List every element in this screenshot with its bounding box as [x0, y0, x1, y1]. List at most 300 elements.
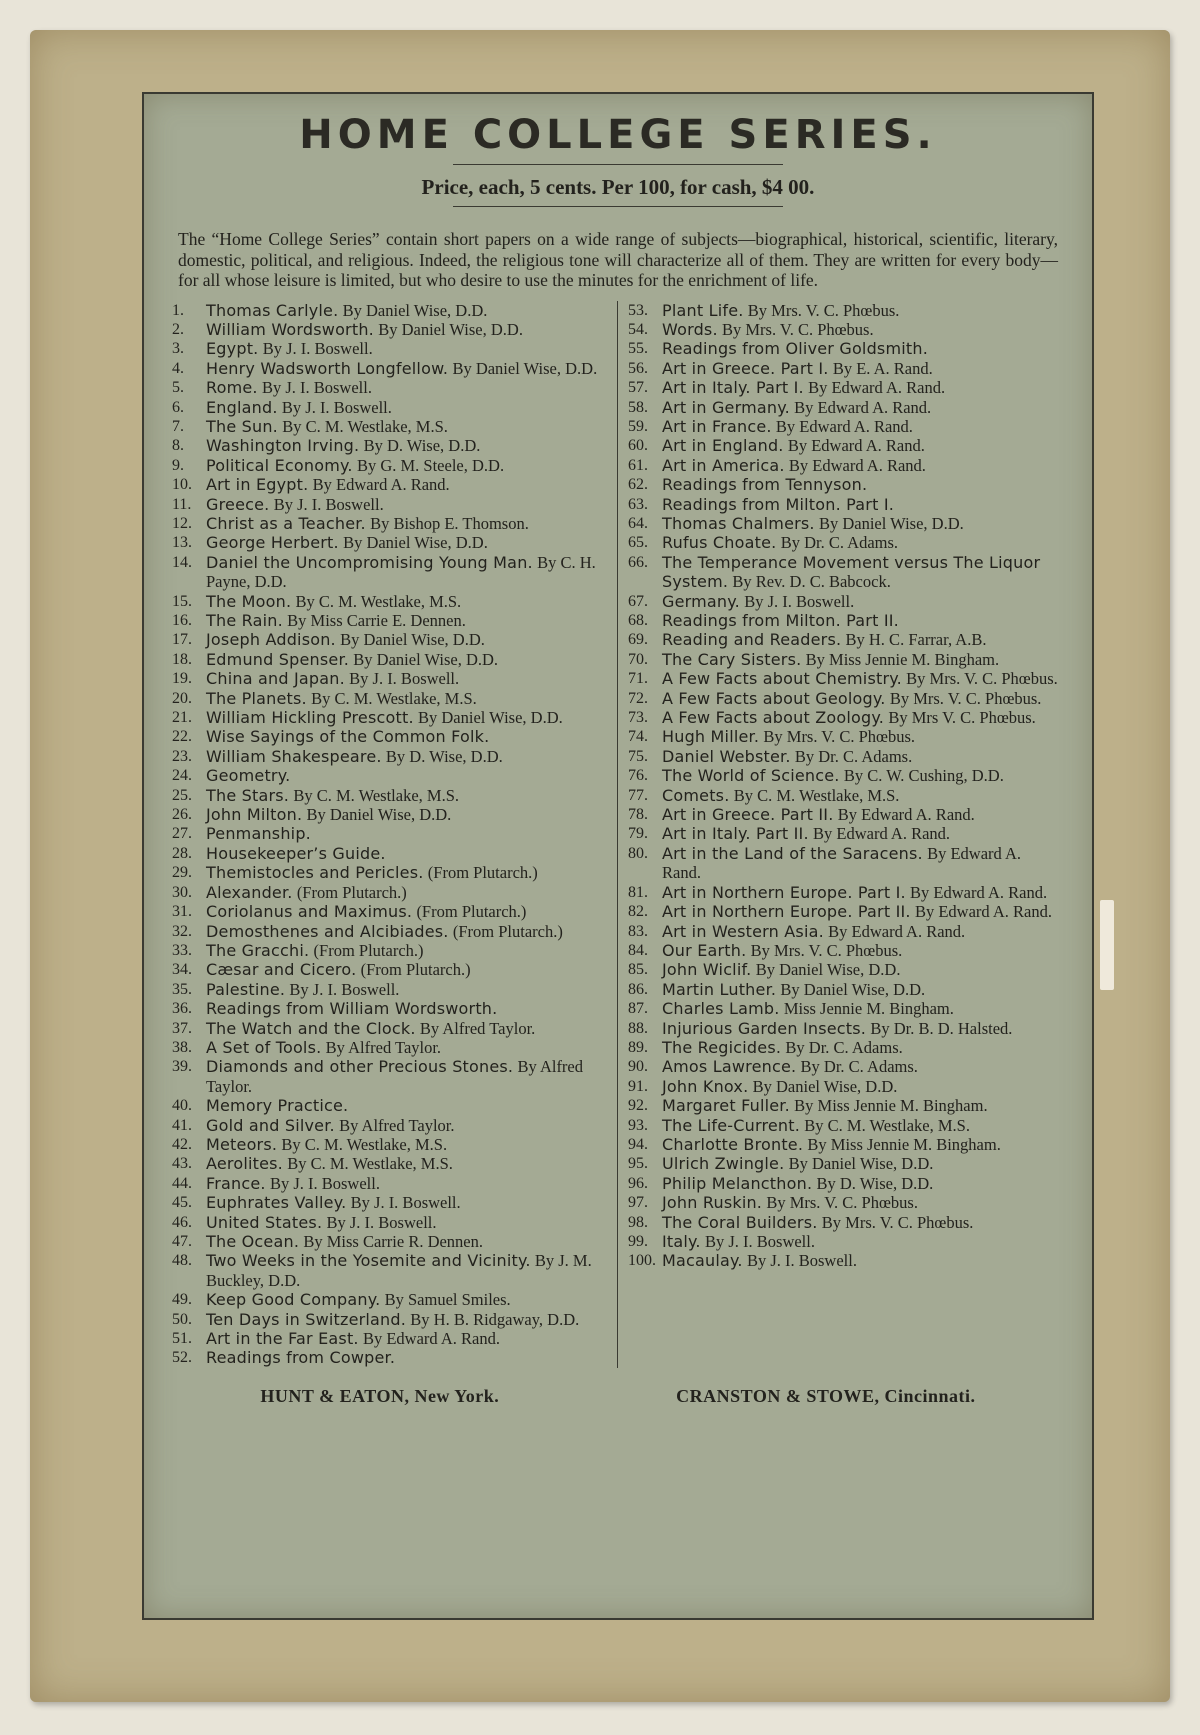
item-number: 42. [172, 1135, 192, 1153]
item-number: 84. [628, 941, 648, 959]
item-author: By Daniel Wise, D.D. [340, 630, 485, 650]
item-author: By Alfred Taylor. [339, 1115, 455, 1135]
item-title: William Shakespeare. [206, 746, 382, 766]
item-text [206, 611, 607, 630]
list-item [628, 1174, 1064, 1193]
intro-paragraph: The “Home College Series” contain short papers on a wide range of subjects—biographical, historical, scientific, literary, domestic, political, and religious. Indeed, the religious tone will characterize all of them. They are written for every body—for all whose leisure is limited, but who desire to use the minutes for the enrichment of life. [178, 229, 1058, 290]
item-author: By Daniel Wise, D.D. [755, 960, 901, 980]
item-text [206, 1019, 607, 1038]
item-author: By Daniel Wise, D.D. [378, 319, 523, 339]
item-number: 93. [628, 1116, 648, 1134]
item-title: Memory Practice. [206, 1096, 349, 1116]
item-author: By Daniel Wise, D.D. [417, 708, 563, 728]
list-item [628, 514, 1064, 533]
item-number: 62. [628, 476, 648, 494]
list-item [172, 1251, 607, 1290]
item-number: 3. [172, 340, 184, 358]
list-item [172, 630, 607, 649]
list-item [172, 475, 607, 494]
item-author: By Samuel Smiles. [384, 1290, 511, 1310]
item-number: 30. [172, 883, 192, 901]
item-number: 16. [172, 612, 192, 629]
item-text [662, 533, 1064, 552]
item-number: 82. [628, 903, 648, 921]
list-item [628, 941, 1064, 960]
item-number: 46. [172, 1213, 192, 1231]
item-text [206, 650, 607, 669]
item-title: Readings from Cowper. [206, 1348, 396, 1368]
list-item [172, 650, 607, 669]
item-text [206, 339, 607, 358]
item-text [662, 475, 1064, 494]
list-item [628, 1057, 1064, 1076]
item-number: 51. [172, 1330, 192, 1348]
item-title: John Wiclif. [662, 960, 752, 980]
item-author: By Edward A. Rand. [794, 397, 932, 417]
item-number: 75. [628, 747, 648, 765]
item-title: The Gracchi. [206, 940, 310, 960]
item-text [206, 824, 607, 843]
item-title: Charlotte Bronte. [662, 1134, 804, 1154]
item-text [206, 456, 607, 475]
item-title: Washington Irving. [206, 436, 360, 456]
list-item [628, 417, 1064, 436]
item-author: By C. M. Westlake, M.S. [282, 416, 448, 436]
item-number: 59. [628, 417, 648, 435]
item-title: Rufus Choate. [662, 533, 777, 553]
item-author: By Edward A. Rand. [662, 843, 1022, 883]
item-text [206, 1232, 607, 1251]
item-title: Readings from William Wordsworth. [206, 999, 498, 1019]
item-number: 100. [628, 1252, 656, 1270]
item-number: 78. [628, 806, 648, 824]
item-author: By C. W. Cushing, D.D. [843, 766, 1004, 786]
list-item [172, 980, 607, 999]
price-line: Price, each, 5 cents. Per 100, for cash, $4 00. [421, 175, 815, 199]
item-title: Art in Italy. Part II. [662, 824, 809, 844]
list-item [172, 1116, 607, 1135]
item-number: 87. [628, 1000, 648, 1018]
item-text [662, 1038, 1064, 1057]
item-text [206, 1096, 607, 1115]
item-text [206, 727, 607, 746]
item-author: By Miss Carrie E. Dennen. [287, 611, 466, 630]
list-item [172, 553, 607, 592]
list-item [172, 1329, 607, 1348]
item-number: 26. [172, 806, 192, 824]
item-text [206, 980, 607, 999]
item-text [662, 553, 1064, 592]
item-author: By Daniel Wise, D.D. [788, 1154, 934, 1174]
list-item [172, 805, 607, 824]
item-title: Comets. [662, 785, 730, 805]
item-number: 91. [628, 1077, 648, 1095]
list-item [628, 1038, 1064, 1057]
item-text [662, 378, 1064, 397]
item-title: A Few Facts about Chemistry. [662, 669, 902, 689]
list-item [628, 1251, 1064, 1270]
list-item [628, 1193, 1064, 1212]
item-title: The Coral Builders. [662, 1212, 818, 1232]
item-text [662, 727, 1064, 746]
item-text [662, 320, 1064, 339]
item-author: By Edward A. Rand. [808, 378, 946, 398]
item-text [206, 592, 607, 611]
item-text [662, 824, 1064, 843]
item-text [662, 436, 1064, 455]
item-text [662, 844, 1064, 883]
item-author: By D. Wise, D.D. [816, 1173, 934, 1193]
item-text [662, 708, 1064, 727]
item-title: Charles Lamb. [662, 999, 780, 1019]
list-item [172, 301, 607, 320]
item-text [206, 359, 607, 378]
item-number: 97. [628, 1194, 648, 1212]
list-item [172, 339, 607, 358]
item-title: Injurious Garden Insects. [662, 1018, 867, 1038]
item-author: (From Plutarch.) [296, 882, 407, 902]
list-item [628, 1077, 1064, 1096]
item-number: 40. [172, 1097, 192, 1115]
item-text [662, 417, 1064, 436]
item-title: Wise Sayings of the Common Folk. [206, 727, 490, 747]
item-author: By J. M. Buckley, D.D. [206, 1251, 592, 1290]
list-item [628, 398, 1064, 417]
list-item [172, 1213, 607, 1232]
list-item [172, 1154, 607, 1173]
list-item [628, 1154, 1064, 1173]
item-text [206, 417, 607, 436]
list-item [172, 1174, 607, 1193]
item-text [662, 495, 1064, 514]
item-author: By Alfred Taylor. [419, 1018, 536, 1038]
item-title: Ten Days in Switzerland. [206, 1309, 407, 1329]
item-title: Germany. [662, 591, 740, 611]
item-author: (From Plutarch.) [416, 902, 527, 922]
item-title: Art in the Far East. [206, 1329, 359, 1349]
item-author: By J. I. Boswell. [289, 979, 400, 999]
list-item [628, 999, 1064, 1018]
item-text [662, 960, 1064, 979]
item-number: 99. [628, 1233, 648, 1250]
item-number: 8. [172, 437, 184, 455]
list-item [172, 436, 607, 455]
publisher-cincinnati: CRANSTON & STOWE, Cincinnati. [676, 1385, 976, 1406]
item-author: By Edward A. Rand. [312, 475, 450, 495]
item-number: 58. [628, 398, 648, 416]
item-title: Art in England. [662, 436, 784, 456]
item-number: 95. [628, 1155, 648, 1173]
price-rule [453, 206, 783, 207]
item-title: Thomas Chalmers. [662, 513, 815, 533]
item-title: Greece. [206, 494, 270, 514]
list-item [172, 398, 607, 417]
item-author: By Miss Carrie R. Dennen. [303, 1232, 484, 1251]
item-number: 47. [172, 1233, 192, 1250]
item-title: A Few Facts about Geology. [662, 688, 886, 708]
item-number: 7. [172, 417, 184, 435]
item-text [662, 1193, 1064, 1212]
item-text [662, 1096, 1064, 1115]
item-text [662, 941, 1064, 960]
item-author: Miss Jennie M. Bingham. [783, 999, 954, 1019]
item-author: By Bishop E. Thomson. [370, 513, 529, 533]
list-item [172, 533, 607, 552]
item-number: 15. [172, 592, 192, 610]
item-text [206, 805, 607, 824]
list-item [172, 960, 607, 979]
item-author: By Mrs. V. C. Phœbus. [906, 669, 1058, 689]
item-title: Hugh Miller. [662, 727, 760, 747]
item-text [206, 398, 607, 417]
item-text [662, 689, 1064, 708]
item-text [206, 863, 607, 882]
item-number: 52. [172, 1349, 192, 1367]
list-item [628, 786, 1064, 805]
list-item [172, 786, 607, 805]
item-author: By Daniel Wise, D.D. [343, 533, 488, 553]
list-item [628, 766, 1064, 785]
list-item [172, 359, 607, 378]
item-number: 89. [628, 1038, 648, 1056]
right-column-list [628, 301, 1064, 1271]
item-text [662, 1154, 1064, 1173]
item-author: By Dr. C. Adams. [794, 746, 913, 766]
item-number: 65. [628, 534, 648, 552]
item-title: Housekeeper’s Guide. [206, 843, 386, 863]
item-number: 37. [172, 1019, 192, 1037]
item-author: By Mrs. V. C. Phœbus. [766, 1193, 918, 1213]
item-text [206, 1116, 607, 1135]
item-title: The Cary Sisters. [662, 649, 802, 669]
item-text [662, 301, 1064, 320]
item-author: By Mrs. V. C. Phœbus. [763, 727, 915, 747]
item-author: By Mrs. V. C. Phœbus. [889, 688, 1042, 708]
item-number: 10. [172, 476, 192, 494]
item-text [662, 980, 1064, 999]
item-text [662, 805, 1064, 824]
item-text [662, 1019, 1064, 1038]
list-item [628, 1116, 1064, 1135]
list-item [172, 1019, 607, 1038]
item-text [662, 1174, 1064, 1193]
item-author: By Dr. C. Adams. [800, 1057, 918, 1077]
item-number: 13. [172, 534, 192, 552]
item-number: 64. [628, 514, 648, 532]
list-item [172, 883, 607, 902]
item-title: Art in France. [662, 416, 772, 436]
item-text [206, 630, 607, 649]
list-item [628, 1232, 1064, 1251]
item-number: 49. [172, 1291, 192, 1309]
item-title: A Set of Tools. [206, 1037, 322, 1057]
item-text [206, 999, 607, 1018]
item-title: Geometry. [206, 766, 291, 786]
list-item [172, 1193, 607, 1212]
item-author: By D. Wise, D.D. [363, 436, 481, 456]
item-author: By Mrs. V. C. Phœbus. [750, 940, 903, 960]
list-item [628, 436, 1064, 455]
item-author: By J. I. Boswell. [261, 378, 372, 398]
item-number: 31. [172, 903, 192, 921]
item-text [662, 611, 1064, 630]
item-text [206, 1057, 607, 1096]
item-title: Italy. [662, 1232, 701, 1251]
item-number: 57. [628, 379, 648, 397]
item-text [206, 1154, 607, 1173]
item-title: Christ as a Teacher. [206, 513, 366, 533]
item-text [206, 495, 607, 514]
item-author: (From Plutarch.) [452, 921, 563, 941]
item-author: By J. I. Boswell. [704, 1232, 815, 1251]
item-author: By Edward A. Rand. [775, 416, 913, 436]
item-number: 29. [172, 864, 192, 882]
item-title: Plant Life. [662, 300, 744, 320]
item-number: 48. [172, 1252, 192, 1270]
item-text [662, 630, 1064, 649]
list-item [628, 844, 1064, 883]
item-number: 70. [628, 650, 648, 668]
item-number: 25. [172, 786, 192, 804]
item-title: Readings from Oliver Goldsmith. [662, 339, 929, 359]
item-title: William Wordsworth. [206, 319, 374, 339]
item-text [206, 1329, 607, 1348]
list-item [628, 805, 1064, 824]
item-author: By Miss Jennie M. Bingham. [794, 1096, 988, 1116]
item-text [206, 378, 607, 397]
title-rule [453, 164, 783, 165]
item-number: 14. [172, 553, 192, 571]
item-title: Gold and Silver. [206, 1115, 335, 1135]
item-number: 4. [172, 359, 184, 377]
item-author: By Dr. C. Adams. [780, 533, 899, 553]
item-number: 60. [628, 437, 648, 455]
item-title: Joseph Addison. [206, 630, 336, 650]
item-author: By Rev. D. C. Babcock. [732, 572, 891, 592]
item-title: Words. [662, 319, 718, 339]
list-item [172, 708, 607, 727]
item-number: 21. [172, 709, 192, 727]
item-title: A Few Facts about Zoology. [662, 708, 885, 728]
item-author: (From Plutarch.) [313, 940, 424, 960]
item-author: By J. I. Boswell. [744, 591, 855, 611]
item-text [206, 747, 607, 766]
item-text [206, 766, 607, 785]
item-author: By Edward A. Rand. [914, 902, 1052, 922]
list-item [628, 456, 1064, 475]
item-number: 56. [628, 359, 648, 377]
item-text [206, 1193, 607, 1212]
item-title: The Rain. [206, 611, 283, 630]
item-title: Coriolanus and Maximus. [206, 902, 413, 922]
item-title: The Stars. [206, 785, 290, 805]
item-text [662, 398, 1064, 417]
item-number: 17. [172, 631, 192, 649]
item-author: By Daniel Wise, D.D. [342, 300, 488, 320]
item-title: George Herbert. [206, 533, 339, 553]
item-author: By Mrs. V. C. Phœbus. [821, 1212, 974, 1232]
item-title: Macaulay. [662, 1251, 743, 1271]
list-item [628, 669, 1064, 688]
item-number: 63. [628, 495, 648, 513]
item-title: Art in Egypt. [206, 475, 309, 495]
list-item [172, 1232, 607, 1251]
item-title: Art in Greece. Part II. [662, 805, 834, 825]
item-text [662, 592, 1064, 611]
item-author: By J. I. Boswell. [269, 1173, 380, 1193]
list-item [172, 922, 607, 941]
item-number: 41. [172, 1116, 192, 1134]
list-item [172, 1057, 607, 1096]
item-author: By C. M. Westlake, M.S. [733, 785, 900, 805]
left-column [172, 301, 618, 1368]
item-title: Martin Luther. [662, 979, 777, 999]
item-number: 73. [628, 709, 648, 727]
item-text [206, 301, 607, 320]
item-text [662, 766, 1064, 785]
item-author: By J. I. Boswell. [262, 339, 373, 359]
item-title: Art in Northern Europe. Part I. [662, 882, 906, 902]
series-title: HOME COLLEGE SERIES. [299, 112, 937, 158]
item-title: Political Economy. [206, 455, 353, 475]
item-number: 83. [628, 922, 648, 940]
item-title: Art in Italy. Part I. [662, 378, 804, 398]
item-number: 77. [628, 786, 648, 804]
item-text [662, 650, 1064, 669]
list-item [172, 1096, 607, 1115]
item-title: Keep Good Company. [206, 1290, 381, 1310]
item-number: 76. [628, 767, 648, 785]
item-text [206, 1213, 607, 1232]
list-item [628, 708, 1064, 727]
item-number: 35. [172, 980, 192, 998]
item-author: By Dr. C. Adams. [785, 1037, 903, 1057]
item-title: Art in the Land of the Saracens. [662, 843, 923, 863]
item-title: The Regicides. [662, 1037, 782, 1057]
item-author: By Edward A. Rand. [787, 436, 925, 456]
list-item [628, 883, 1064, 902]
item-text [662, 456, 1064, 475]
item-number: 54. [628, 320, 648, 338]
item-number: 94. [628, 1135, 648, 1153]
item-title: John Ruskin. [662, 1193, 763, 1213]
item-number: 85. [628, 961, 648, 979]
item-author: By C. M. Westlake, M.S. [804, 1115, 970, 1135]
item-number: 12. [172, 514, 192, 532]
item-author: By Daniel Wise, D.D. [306, 805, 452, 825]
list-item [628, 630, 1064, 649]
item-number: 90. [628, 1058, 648, 1076]
item-number: 66. [628, 553, 648, 571]
item-title: The World of Science. [662, 766, 840, 786]
item-author: By G. M. Steele, D.D. [356, 455, 505, 475]
item-text [206, 514, 607, 533]
list-item [172, 824, 607, 843]
item-text [206, 1135, 607, 1154]
item-title: Daniel Webster. [662, 746, 791, 766]
item-text [662, 786, 1064, 805]
item-author: By C. M. Westlake, M.S. [287, 1154, 453, 1174]
item-title: Art in Greece. Part I. [662, 358, 829, 378]
list-item [628, 592, 1064, 611]
item-author: By C. M. Westlake, M.S. [281, 1134, 448, 1154]
item-text [662, 902, 1064, 921]
item-title: United States. [206, 1212, 323, 1232]
item-number: 33. [172, 941, 192, 959]
item-author: By J. I. Boswell. [350, 1193, 461, 1213]
item-number: 50. [172, 1310, 192, 1328]
item-title: Egypt. [206, 339, 259, 359]
